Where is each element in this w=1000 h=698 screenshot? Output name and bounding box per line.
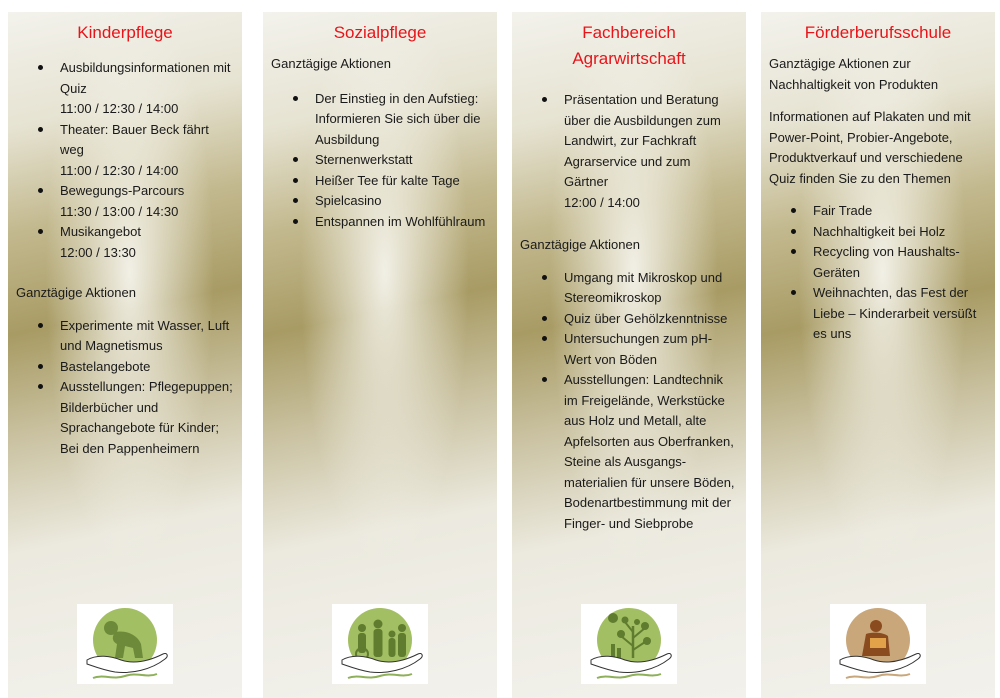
activity-list: [263, 89, 497, 233]
list-item: Untersuchungen zum pH-Wert von Böden: [512, 329, 746, 370]
list-item: Umgang mit Mikroskop und Stereomikroskop: [512, 268, 746, 309]
item-times: 12:00 / 14:00: [564, 194, 640, 210]
activity-list: [8, 316, 242, 460]
section-label: Ganztägige Aktionen: [16, 285, 136, 300]
schedule-list: [512, 90, 746, 213]
people-in-hand-icon: [332, 604, 428, 684]
intro-paragraph: Ganztägige Aktionen zur Nachhaltigkeit von Produkten: [769, 56, 939, 92]
item-text: Ausbildungsinformationen mit Quiz: [60, 60, 231, 96]
panel-foerderberufsschule: [761, 12, 995, 698]
list-item: Fair Trade: [761, 201, 995, 222]
list-item: Quiz über Gehölzkenntnisse: [512, 309, 746, 330]
list-item: Entspannen im Wohlfühlraum: [263, 212, 497, 233]
item-times: 11:00 / 12:30 / 14:00: [60, 101, 179, 116]
list-item: Spielcasino: [263, 191, 497, 212]
item-text: Theater: Bauer Beck fährt weg: [60, 121, 209, 157]
list-item: [8, 120, 242, 182]
list-item: Ausstellungen: Pflegepuppen; Bilderbücher und Sprachangebote für Kinder; Bei den Pappenheimern: [8, 377, 242, 459]
list-item: Ausstellungen: Landtechnik im Freigelände, Werkstücke aus Holz und Metall, alte Apfelsorten aus Oberfranken, Steine als Ausgangs-materialien für unsere Böden, Bodenartbestimmung mit der Finger- und Siebprobe: [512, 370, 746, 534]
list-item: Heißer Tee für kalte Tage: [263, 171, 497, 192]
list-item: [512, 90, 746, 213]
item-text: Bewegungs-Parcours: [60, 183, 185, 198]
list-item: Der Einstieg in den Aufstieg: Informieren Sie sich über die Ausbildung: [263, 89, 497, 151]
list-item: Sternenwerkstatt: [263, 150, 497, 171]
info-paragraph: Informationen auf Plakaten und mit Power-Point, Probier-Angebote, Produktverkauf und verschiedene Quiz finden Sie zu den Themen: [769, 109, 971, 186]
list-item: [8, 58, 242, 120]
logo-sozialpflege: [332, 604, 428, 684]
item-text: Musikangebot: [60, 224, 141, 239]
list-item: [8, 181, 242, 222]
panel-title: Fachbereich Agrarwirtschaft: [572, 23, 686, 68]
item-times: 11:00 / 12:30 / 14:00: [60, 162, 179, 178]
panel-kinderpflege: [8, 12, 242, 698]
section-label: Ganztägige Aktionen: [271, 56, 391, 71]
topic-list: [761, 201, 995, 345]
plant-in-hand-icon: [581, 604, 677, 684]
item-text: Präsentation und Beratung über die Ausbildungen zum Landwirt, zur Fachkraft Agrarservice und zum Gärtner: [564, 92, 721, 189]
item-times: 11:30 / 13:00 / 14:30: [60, 203, 179, 219]
panel-title: Förderberufsschule: [804, 23, 952, 42]
panel-title: Sozialpflege: [333, 23, 427, 42]
list-item: [8, 222, 242, 263]
list-item: Weihnachten, das Fest der Liebe – Kinderarbeit versüßt es uns: [761, 283, 995, 345]
section-label: Ganztägige Aktionen: [520, 237, 640, 252]
list-item: Experimente mit Wasser, Luft und Magnetismus: [8, 316, 242, 357]
list-item: Bastelangebote: [8, 357, 242, 378]
activity-list: [512, 268, 746, 535]
logo-kinderpflege: [77, 604, 173, 684]
child-crawling-in-hand-icon: [77, 604, 173, 684]
logo-foerderberufsschule: [830, 604, 926, 684]
reading-child-in-hand-icon: [830, 604, 926, 684]
panel-agrarwirtschaft: [512, 12, 746, 698]
schedule-list: [8, 58, 242, 263]
item-times: 12:00 / 13:30: [60, 244, 136, 260]
logo-agrarwirtschaft: [581, 604, 677, 684]
panel-sozialpflege: [263, 12, 497, 698]
panel-title: Kinderpflege: [77, 23, 173, 42]
list-item: Nachhaltigkeit bei Holz: [761, 222, 995, 243]
list-item: Recycling von Haushalts-Geräten: [761, 242, 995, 283]
